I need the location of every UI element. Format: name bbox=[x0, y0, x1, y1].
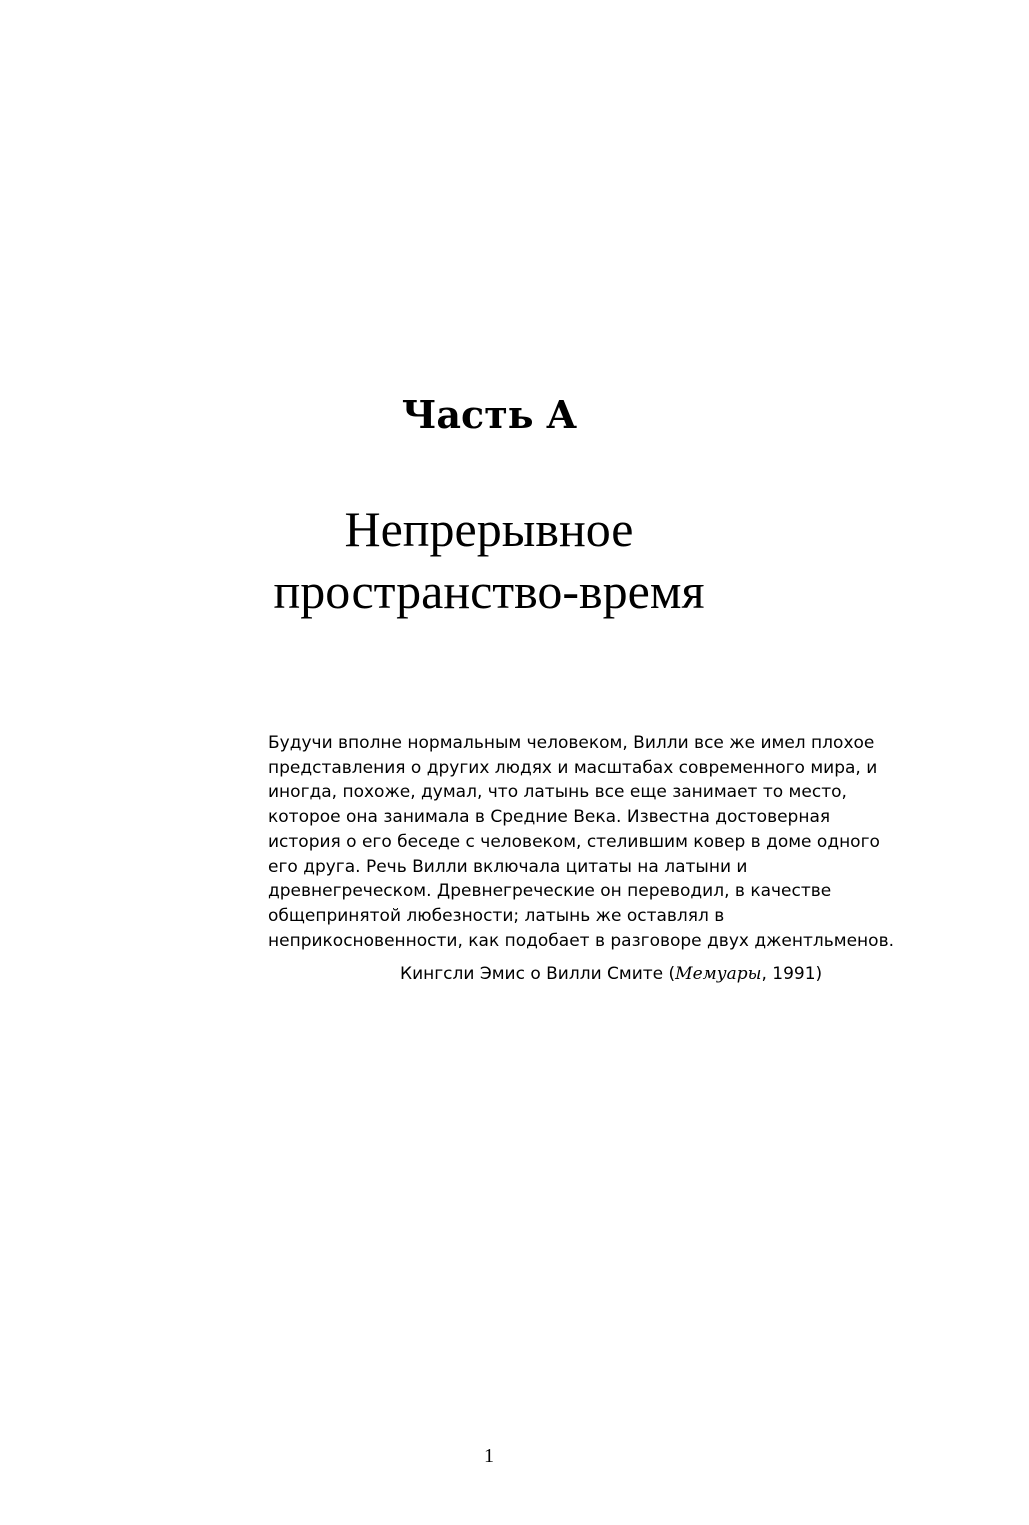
epigraph-line: древнегреческом. Древнегреческие он переводил, в качестве bbox=[268, 881, 832, 902]
epigraph-line: Будучи вполне нормальным человеком, Вилли все же имел плохое bbox=[268, 733, 875, 753]
epigraph-line: его друга. Речь Вилли включала цитаты на латыни и bbox=[268, 856, 748, 877]
part-title-line: пространство-время bbox=[273, 563, 705, 619]
part-title bbox=[0, 498, 978, 622]
attribution-work-title: Мемуары bbox=[675, 964, 762, 984]
epigraph-attribution bbox=[400, 962, 822, 986]
epigraph-line: которое она занимала в Средние Века. Известна достоверная bbox=[268, 807, 831, 828]
attribution-author: Кингсли Эмис о Вилли Смите ( bbox=[400, 964, 676, 984]
attribution-year: , 1991) bbox=[761, 964, 823, 984]
epigraph-line: иногда, похоже, думал, что латынь все еще занимает то место, bbox=[268, 782, 847, 803]
epigraph-line: неприкосновенности, как подобает в разговоре двух джентльменов. bbox=[268, 930, 894, 951]
part-label: Часть A bbox=[401, 392, 577, 437]
page-number: 1 bbox=[484, 1445, 494, 1467]
part-title-line: Непрерывное bbox=[344, 501, 634, 557]
epigraph-line: история о его беседе с человеком, стелившим ковер в доме одного bbox=[268, 831, 880, 852]
epigraph-text bbox=[268, 731, 894, 953]
epigraph-line: общепринятой любезности; латынь же оставлял в bbox=[268, 905, 725, 926]
epigraph bbox=[268, 731, 894, 953]
epigraph-line: представления о других людях и масштабах современного мира, и bbox=[268, 757, 878, 778]
